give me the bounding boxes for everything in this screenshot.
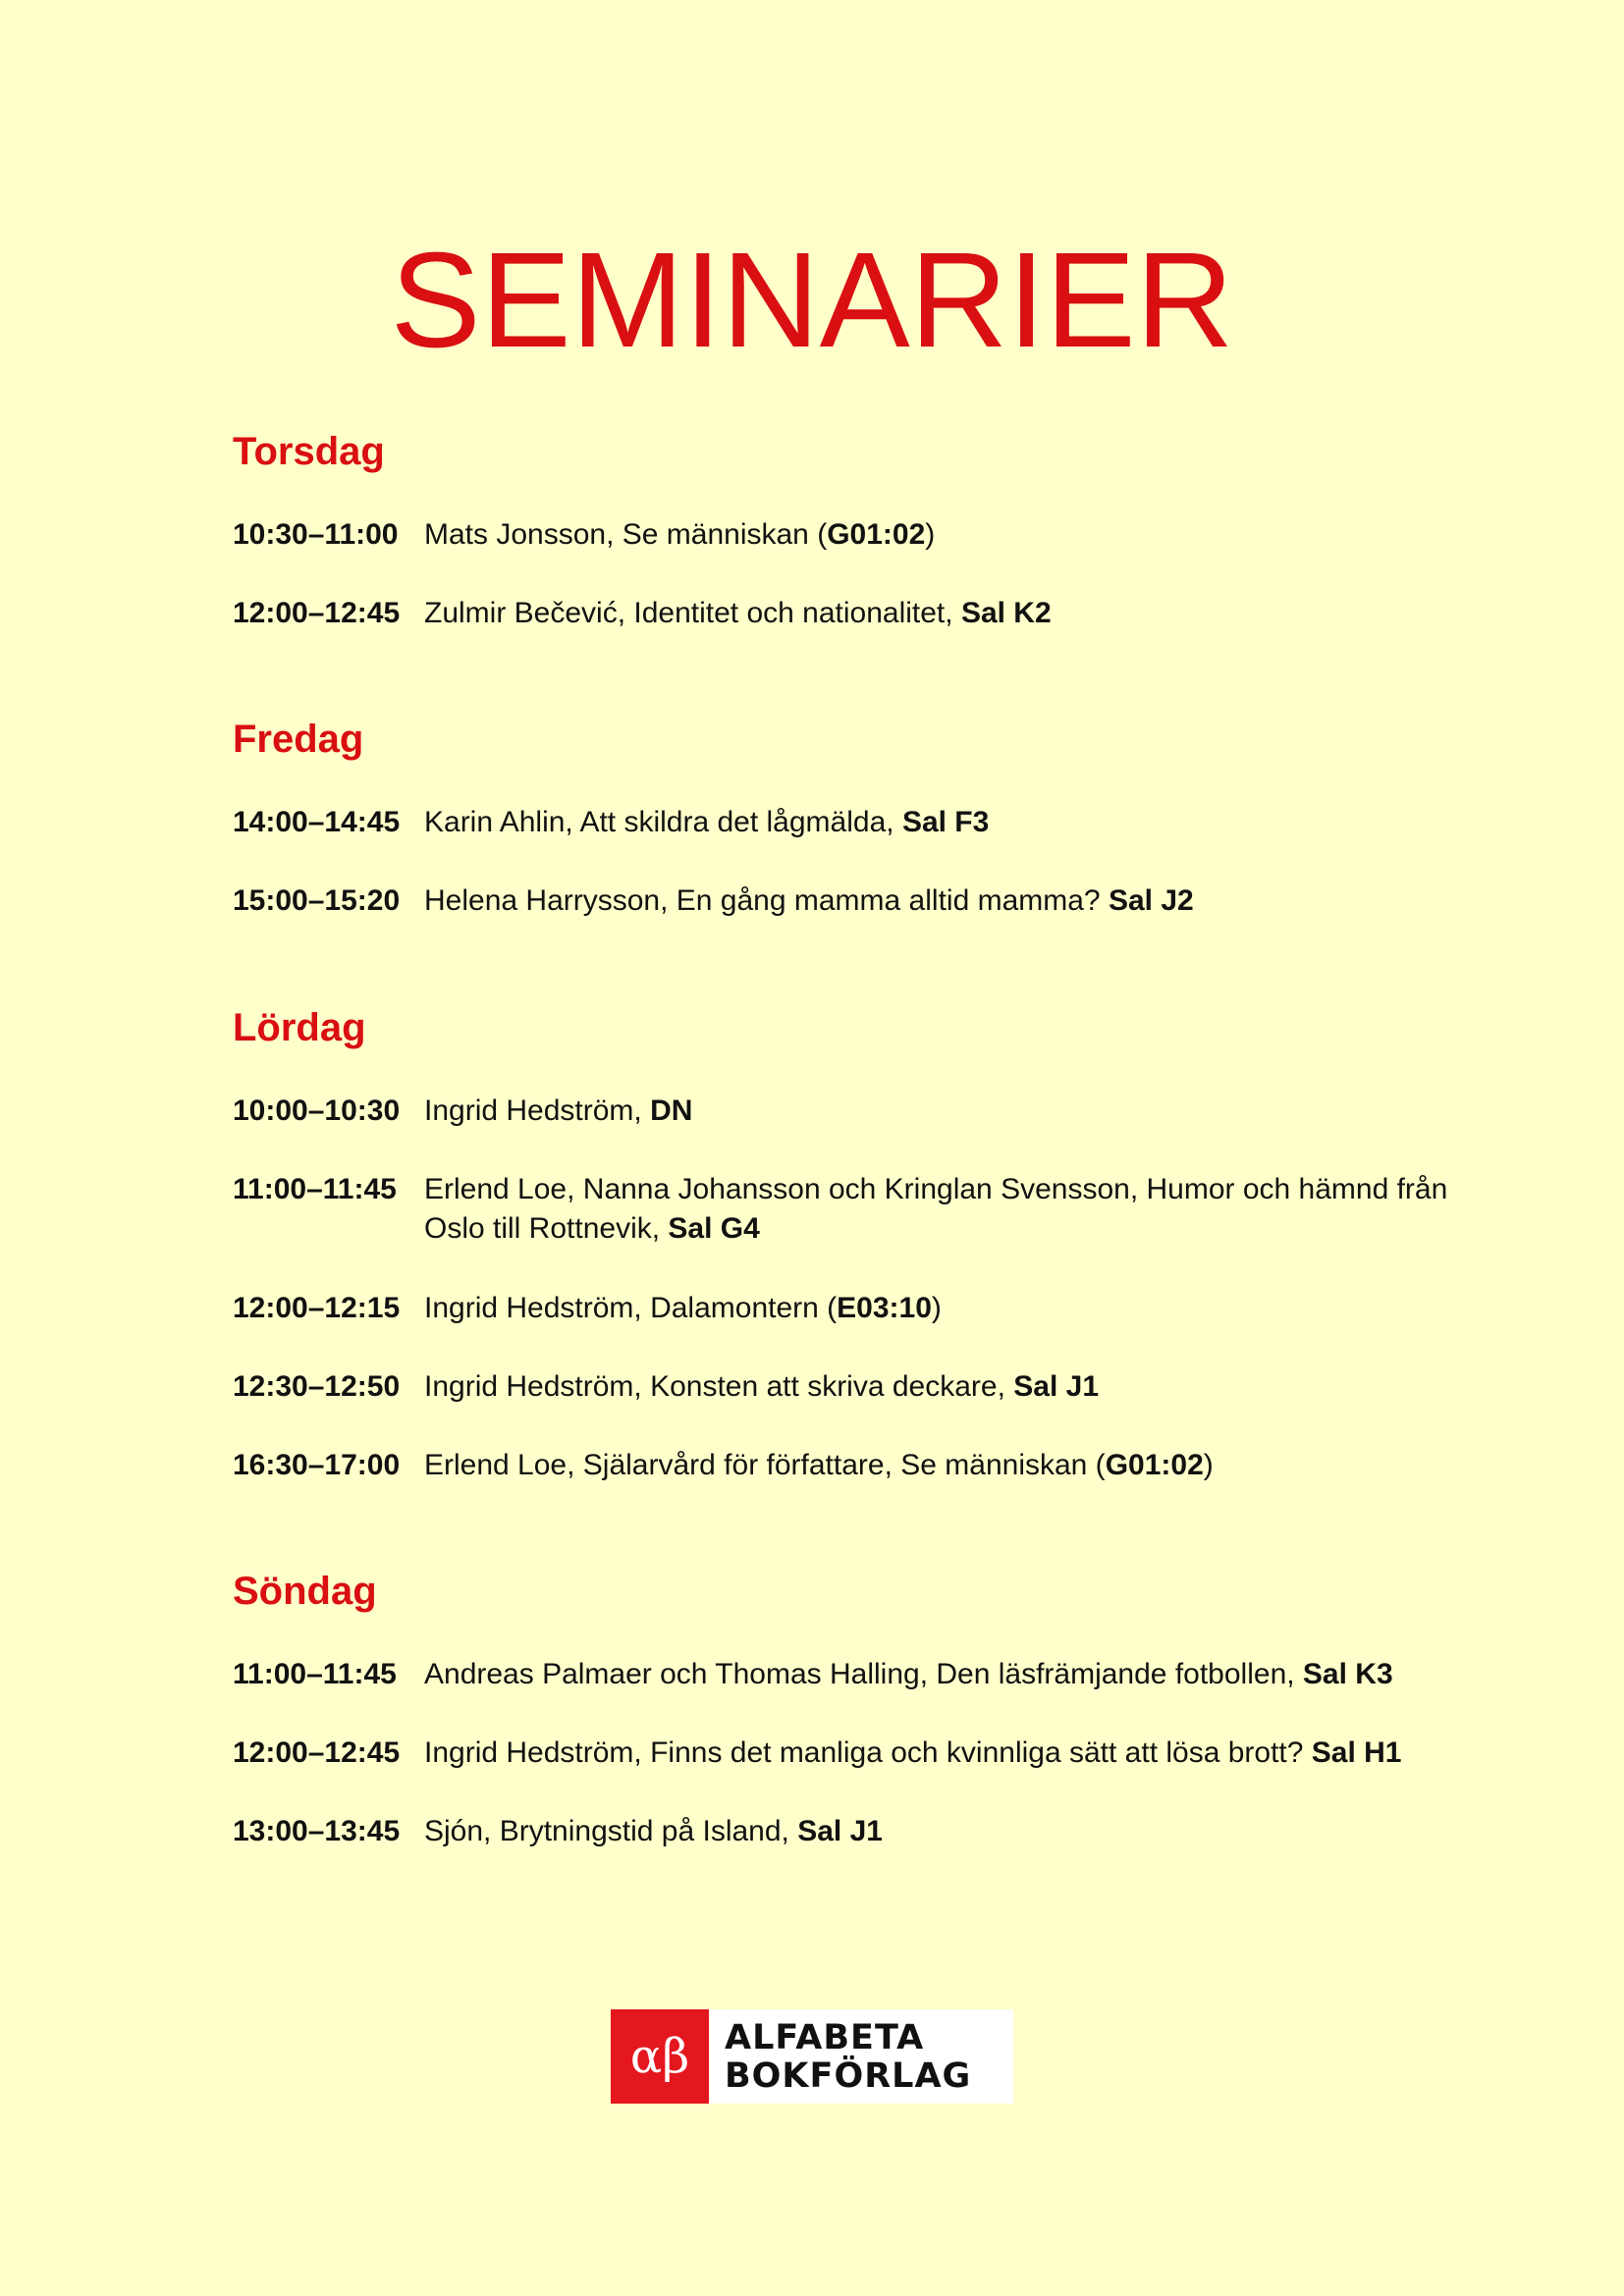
seminar-room: E03:10 bbox=[837, 1292, 932, 1324]
seminar-room: Sal H1 bbox=[1311, 1736, 1402, 1769]
seminar-title: Ingrid Hedström, Konsten att skriva deckare, bbox=[424, 1370, 1014, 1403]
day-heading: Söndag bbox=[233, 1570, 377, 1613]
seminar-room: DN bbox=[650, 1095, 693, 1127]
seminar-time: 11:00–11:45 bbox=[233, 1658, 397, 1690]
seminar-title: Helena Harrysson, En gång mamma alltid mamma? bbox=[424, 884, 1109, 917]
seminar-time: 10:30–11:00 bbox=[233, 518, 399, 551]
seminar-description bbox=[424, 1734, 1465, 1773]
day-section-lordag bbox=[233, 1006, 1509, 1481]
seminar-suffix: ) bbox=[931, 1292, 942, 1324]
seminar-time: 12:30–12:50 bbox=[233, 1370, 401, 1403]
seminar-room: Sal J2 bbox=[1108, 884, 1194, 917]
seminar-room: Sal J1 bbox=[1013, 1370, 1099, 1403]
seminar-title: Mats Jonsson, Se människan ( bbox=[424, 518, 828, 551]
seminar-time: 16:30–17:00 bbox=[233, 1449, 401, 1481]
seminar-description bbox=[424, 1446, 1465, 1485]
seminar-title: Karin Ahlin, Att skildra det lågmälda, bbox=[424, 806, 902, 838]
seminar-description bbox=[424, 594, 1465, 633]
seminar-description bbox=[424, 1289, 1465, 1328]
seminar-room: Sal K2 bbox=[960, 597, 1052, 629]
seminar-title: Erlend Loe, Nanna Johansson och Kringlan Svensson, Humor och hämnd från Oslo till Rottnevik, bbox=[424, 1173, 1448, 1245]
seminar-title: Ingrid Hedström, bbox=[424, 1095, 651, 1127]
seminar-room: Sal F3 bbox=[901, 806, 990, 838]
day-heading: Fredag bbox=[233, 718, 364, 761]
seminar-time: 14:00–14:45 bbox=[233, 806, 401, 838]
day-heading: Lördag bbox=[233, 1006, 366, 1049]
page-title: SEMINARIER bbox=[390, 225, 1234, 377]
seminar-time: 10:00–10:30 bbox=[233, 1095, 401, 1127]
seminar-title: Andreas Palmaer och Thomas Halling, Den läsfrämjande fotbollen, bbox=[424, 1658, 1303, 1690]
logo-line-1: ALFABETA bbox=[725, 2018, 925, 2057]
seminar-description bbox=[424, 1812, 1465, 1851]
alpha-beta-logo-icon: αβ bbox=[611, 2009, 709, 2104]
seminar-title: Ingrid Hedström, Finns det manliga och kvinnliga sätt att lösa brott? bbox=[424, 1736, 1312, 1769]
seminar-room: Sal K3 bbox=[1302, 1658, 1393, 1690]
seminar-room: G01:02 bbox=[827, 518, 926, 551]
seminar-title: Sjón, Brytningstid på Island, bbox=[424, 1815, 798, 1847]
seminar-time: 15:00–15:20 bbox=[233, 884, 401, 917]
seminar-room: Sal J1 bbox=[797, 1815, 883, 1847]
seminar-time: 13:00–13:45 bbox=[233, 1815, 401, 1847]
seminar-time: 12:00–12:45 bbox=[233, 597, 401, 629]
logo-line-2: BOKFÖRLAG bbox=[725, 2056, 972, 2096]
seminar-description bbox=[424, 881, 1465, 921]
seminar-suffix: ) bbox=[1203, 1449, 1214, 1481]
alfabeta-logo bbox=[611, 2009, 1013, 2104]
seminar-time: 12:00–12:45 bbox=[233, 1736, 401, 1769]
seminar-time: 12:00–12:15 bbox=[233, 1292, 401, 1324]
seminar-title: Erlend Loe, Själarvård för författare, Se människan ( bbox=[424, 1449, 1106, 1481]
seminar-description bbox=[424, 803, 1465, 842]
day-section-torsdag bbox=[233, 430, 1509, 629]
seminar-title: Zulmir Bečević, Identitet och nationalitet, bbox=[424, 597, 961, 629]
seminar-suffix: ) bbox=[925, 518, 936, 551]
day-section-sondag bbox=[233, 1570, 1509, 1847]
day-heading: Torsdag bbox=[233, 430, 385, 473]
logo-wordmark bbox=[725, 2019, 971, 2096]
seminar-title: Ingrid Hedström, Dalamontern ( bbox=[424, 1292, 838, 1324]
seminar-description bbox=[424, 1092, 1465, 1131]
seminar-description bbox=[424, 1170, 1465, 1249]
seminar-time: 11:00–11:45 bbox=[233, 1173, 397, 1205]
seminar-room: G01:02 bbox=[1105, 1449, 1204, 1481]
seminar-description bbox=[424, 515, 1465, 555]
seminar-room: Sal G4 bbox=[668, 1212, 760, 1245]
day-section-fredag bbox=[233, 718, 1509, 917]
seminar-description bbox=[424, 1655, 1465, 1694]
seminar-description bbox=[424, 1367, 1465, 1407]
